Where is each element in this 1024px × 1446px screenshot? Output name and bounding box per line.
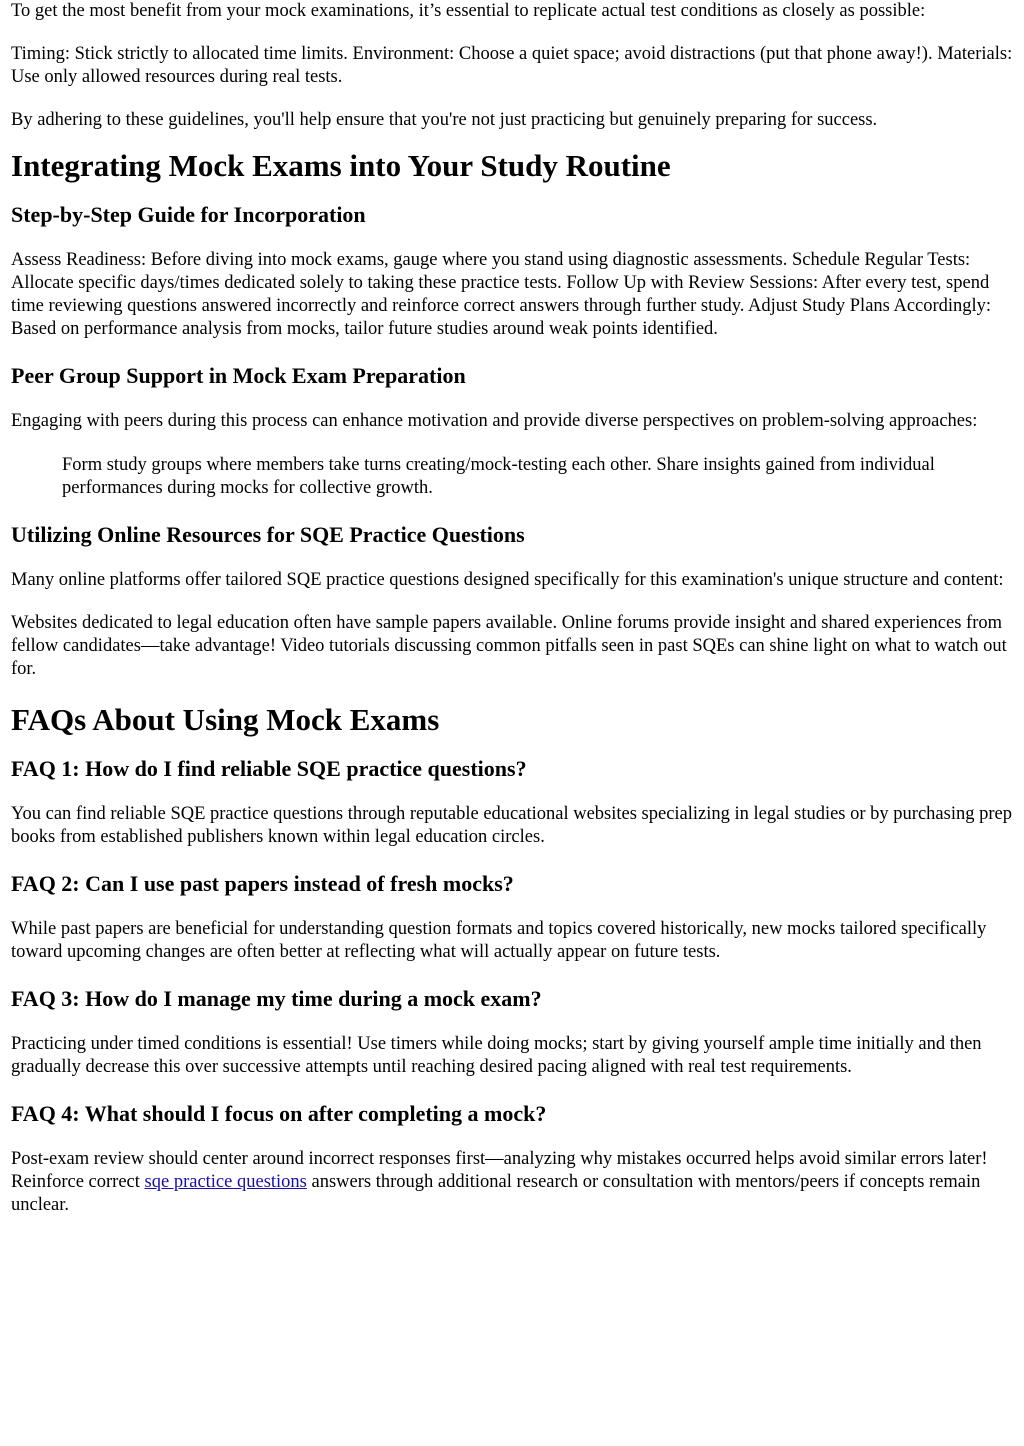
faq-1-question: FAQ 1: How do I find reliable SQE practice questions? <box>11 756 527 781</box>
peer-group-paragraph: Engaging with peers during this process can enhance motivation and provide diverse perspectives on problem-solving approaches: <box>11 411 978 431</box>
faq-2-answer: While past papers are beneficial for understanding question formats and topics covered historically, new mocks tailored specifically toward upcoming changes are often better at reflecting what will actually appear on future tests. <box>11 919 987 962</box>
faq-4-answer <box>11 1148 1013 1217</box>
subheading-step-guide: Step-by-Step Guide for Incorporation <box>11 202 366 227</box>
online-resources-paragraph-2: Websites dedicated to legal education often have sample papers available. Online forums provide insight and shared experiences from fellow candidates—take advantage! Video tutorials discussing common pitfalls seen in past SQEs can shine light on what to watch out for. <box>11 613 1007 679</box>
subheading-peer-group: Peer Group Support in Mock Exam Preparation <box>11 363 466 388</box>
faq-4-question: FAQ 4: What should I focus on after completing a mock? <box>11 1101 547 1126</box>
faq-3-answer: Practicing under timed conditions is essential! Use timers while doing mocks; start by giving yourself ample time initially and then gradually decrease this over successive attempts until reaching desired pacing aligned with real test requirements. <box>11 1034 982 1077</box>
section-heading-integrating: Integrating Mock Exams into Your Study Routine <box>11 148 671 183</box>
step-guide-paragraph: Assess Readiness: Before diving into mock exams, gauge where you stand using diagnostic assessments. Schedule Regular Tests: Allocate specific days/times dedicated solely to taking these practice tests. Follow Up with Review Sessions: After every test, spend time reviewing questions answered incorrectly and reinforce correct answers through further study. Adjust Study Plans Accordingly: Based on performance analysis from mocks, tailor future studies around weak points identified. <box>11 250 992 339</box>
subheading-online-resources: Utilizing Online Resources for SQE Practice Questions <box>11 522 525 547</box>
online-resources-paragraph-1: Many online platforms offer tailored SQE practice questions designed specifically for this examination's unique structure and content: <box>11 570 1004 590</box>
peer-group-blockquote: Form study groups where members take turns creating/mock-testing each other. Share insights gained from individual performances during mocks for collective growth. <box>62 455 935 498</box>
faq-3-question: FAQ 3: How do I manage my time during a mock exam? <box>11 986 542 1011</box>
sqe-practice-questions-link[interactable]: sqe practice questions <box>144 1172 307 1192</box>
section-heading-faqs: FAQs About Using Mock Exams <box>11 702 440 737</box>
faq-4-answer-text-after: answers through additional research or consultation with mentors/peers if concepts remain unclear. <box>11 1172 981 1215</box>
faq-4-answer-text-before: Post-exam review should center around incorrect responses first—analyzing why mistakes occurred helps avoid similar errors later! Reinforce correct <box>11 1149 988 1192</box>
intro-paragraph-1: To get the most benefit from your mock examinations, it’s essential to replicate actual test conditions as closely as possible: <box>11 1 926 21</box>
intro-paragraph-3: By adhering to these guidelines, you'll help ensure that you're not just practicing but genuinely preparing for success. <box>11 110 878 130</box>
intro-paragraph-2: Timing: Stick strictly to allocated time limits. Environment: Choose a quiet space; avoid distractions (put that phone away!). Materials: Use only allowed resources during real tests. <box>11 44 1013 87</box>
faq-2-question: FAQ 2: Can I use past papers instead of fresh mocks? <box>11 871 514 896</box>
faq-1-answer: You can find reliable SQE practice questions through reputable educational websites specializing in legal studies or by purchasing prep books from established publishers known within legal education circles. <box>11 804 1012 847</box>
